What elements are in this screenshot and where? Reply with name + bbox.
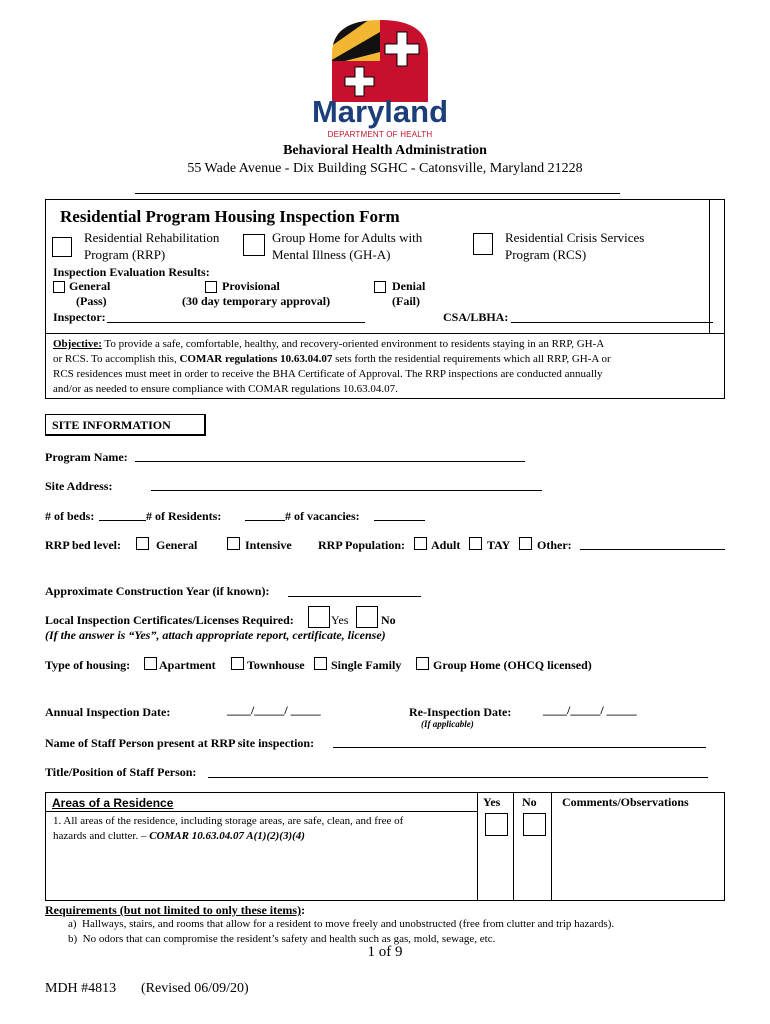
bed-general-label: General (156, 538, 198, 552)
objective-top-rule (45, 333, 725, 334)
local-certs-note: (If the answer is “Yes”, attach appropriate report, certificate, license) (45, 628, 386, 642)
rrp-checkbox[interactable] (52, 237, 72, 257)
bed-intensive-checkbox[interactable] (227, 537, 240, 550)
provisional-label: Provisional (222, 279, 280, 293)
requirements-label: Requirements (but not limited to only these items): (45, 903, 306, 917)
inspector-label: Inspector: (53, 310, 106, 324)
local-yes-label: Yes (331, 613, 349, 627)
housing-type-label: Type of housing: (45, 658, 131, 672)
maryland-flag-emblem (300, 12, 460, 102)
rcs-checkbox[interactable] (473, 233, 493, 255)
beds-label: # of beds: (45, 509, 95, 523)
requirement-a-marker: a) (68, 918, 77, 930)
annual-date-label: Annual Inspection Date: (45, 705, 171, 719)
denial-checkbox[interactable] (374, 281, 386, 293)
denial-sub: (Fail) (392, 294, 420, 308)
logo-wordmark: Maryland (311, 94, 449, 129)
form-id: MDH #4813 (45, 981, 117, 996)
pop-tay-checkbox[interactable] (469, 537, 482, 550)
area-item-1 (53, 814, 473, 844)
housing-single-family-checkbox[interactable] (314, 657, 327, 670)
local-yes-checkbox[interactable] (308, 606, 330, 628)
staff-title-field[interactable] (208, 777, 708, 778)
requirement-b-text: No odors that can compromise the resident’s safety and health such as gas, mold, sewage, etc. (82, 933, 496, 945)
beds-field[interactable] (99, 520, 146, 521)
header-rule (135, 193, 620, 194)
housing-apartment-label: Apartment (159, 658, 216, 672)
logo-subtitle: DEPARTMENT OF HEALTH (327, 130, 433, 139)
reinspection-date-label: Re-Inspection Date: (409, 705, 512, 719)
org-address: 55 Wade Avenue - Dix Building SGHC - Catonsville, Maryland 21228 (187, 161, 583, 176)
form-box-divider (709, 199, 710, 333)
bed-intensive-label: Intensive (245, 538, 292, 552)
local-certs-label: Local Inspection Certificates/Licenses Required: (45, 613, 294, 627)
objective-label: Objective: (53, 338, 102, 350)
requirement-a-text: Hallways, stairs, and rooms that allow for a resident to move freely and unobstructed (free from clutter and trip hazards). (82, 918, 615, 930)
general-sub: (Pass) (76, 294, 107, 308)
area-1-yes-checkbox[interactable] (485, 813, 508, 836)
residents-field[interactable] (245, 520, 285, 521)
area-1-no-checkbox[interactable] (523, 813, 546, 836)
local-no-checkbox[interactable] (356, 606, 378, 628)
col-no: No (522, 795, 537, 809)
gha-label-1: Group Home for Adults with (272, 230, 423, 245)
construction-year-label: Approximate Construction Year (if known): (45, 584, 270, 598)
staff-name-label: Name of Staff Person present at RRP site inspection: (45, 736, 315, 750)
gha-label-2: Mental Illness (GH-A) (272, 247, 391, 262)
areas-col-divider-3 (551, 792, 552, 901)
revised-date: (Revised 06/09/20) (141, 981, 249, 996)
housing-group-home-checkbox[interactable] (416, 657, 429, 670)
residents-label: # of Residents: (146, 509, 222, 523)
provisional-sub: (30 day temporary approval) (182, 294, 331, 308)
objective-text (53, 337, 718, 397)
provisional-checkbox[interactable] (205, 281, 217, 293)
pop-tay-label: TAY (487, 538, 511, 552)
reinspection-date-field[interactable]: ____/_____/ _____ (543, 703, 637, 717)
areas-col-divider-1 (477, 792, 478, 901)
objective-line-2b: sets forth the residential requirements which all RRP, GH-A or (332, 353, 611, 365)
pop-adult-checkbox[interactable] (414, 537, 427, 550)
rcs-label-1: Residential Crisis Services (505, 230, 645, 245)
staff-title-label: Title/Position of Staff Person: (45, 765, 197, 779)
area-item-1-cite: COMAR 10.63.04.07 A(1)(2)(3)(4) (149, 830, 305, 842)
rrp-label-2: Program (RRP) (84, 247, 166, 262)
objective-line-1: To provide a safe, comfortable, healthy, and recovery-oriented environment to residents staying in an RRP, GH-A (101, 338, 605, 350)
site-address-label: Site Address: (45, 479, 113, 493)
areas-col-divider-2 (513, 792, 514, 901)
vacancies-label: # of vacancies: (285, 509, 360, 523)
general-label: General (69, 279, 111, 293)
areas-header-rule (45, 811, 477, 812)
page-number: 1 of 9 (367, 944, 403, 960)
objective-line-4: and/or as needed to ensure compliance with COMAR regulations 10.63.04.07. (53, 383, 398, 395)
col-yes: Yes (483, 795, 501, 809)
population-label: RRP Population: (318, 538, 406, 552)
denial-label: Denial (392, 279, 426, 293)
gha-checkbox[interactable] (243, 234, 265, 256)
eval-results-label: Inspection Evaluation Results: (53, 265, 210, 279)
construction-year-field[interactable] (288, 596, 421, 597)
vacancies-field[interactable] (374, 520, 425, 521)
if-applicable-note: (If applicable) (421, 719, 474, 729)
requirements-label-text: Requirements (but not limited to only these items) (45, 903, 302, 917)
requirement-b-marker: b) (68, 933, 78, 945)
site-address-field[interactable] (151, 490, 542, 491)
housing-townhouse-checkbox[interactable] (231, 657, 244, 670)
objective-line-3: RCS residences must meet in order to receive the BHA Certificate of Approval. The RRP inspections are conducted annually (53, 368, 603, 380)
housing-townhouse-label: Townhouse (247, 658, 305, 672)
org-name: Behavioral Health Administration (283, 143, 487, 158)
csa-field[interactable] (511, 322, 713, 323)
col-comments: Comments/Observations (562, 795, 689, 809)
site-info-header: SITE INFORMATION (45, 414, 206, 436)
objective-line-2a: or RCS. To accomplish this, (53, 353, 180, 365)
pop-other-field[interactable] (580, 549, 725, 550)
program-name-field[interactable] (135, 461, 525, 462)
rrp-label-1: Residential Rehabilitation (84, 230, 220, 245)
pop-other-checkbox[interactable] (519, 537, 532, 550)
rcs-label-2: Program (RCS) (505, 247, 587, 262)
maryland-logo (300, 12, 460, 140)
pop-adult-label: Adult (431, 538, 461, 552)
csa-label: CSA/LBHA: (443, 310, 509, 324)
staff-name-field[interactable] (333, 747, 706, 748)
inspector-field[interactable] (107, 322, 365, 323)
objective-comar: COMAR regulations 10.63.04.07 (179, 353, 333, 365)
area-item-1-text: 1. All areas of the residence, including storage areas, are safe, clean, and free of (53, 815, 404, 827)
local-no-label: No (381, 613, 396, 627)
requirement-a (68, 918, 614, 930)
annual-date-field[interactable]: ____/_____/ _____ (227, 703, 321, 717)
housing-group-home-label: Group Home (OHCQ licensed) (433, 658, 592, 672)
bed-level-label: RRP bed level: (45, 538, 121, 552)
housing-single-family-label: Single Family (331, 658, 402, 672)
areas-header: Areas of a Residence (52, 796, 174, 810)
area-item-1-text2: hazards and clutter. – (53, 830, 150, 842)
general-checkbox[interactable] (53, 281, 65, 293)
form-title: Residential Program Housing Inspection Form (60, 207, 400, 226)
housing-apartment-checkbox[interactable] (144, 657, 157, 670)
program-name-label: Program Name: (45, 450, 128, 464)
pop-other-label: Other: (537, 538, 572, 552)
bed-general-checkbox[interactable] (136, 537, 149, 550)
